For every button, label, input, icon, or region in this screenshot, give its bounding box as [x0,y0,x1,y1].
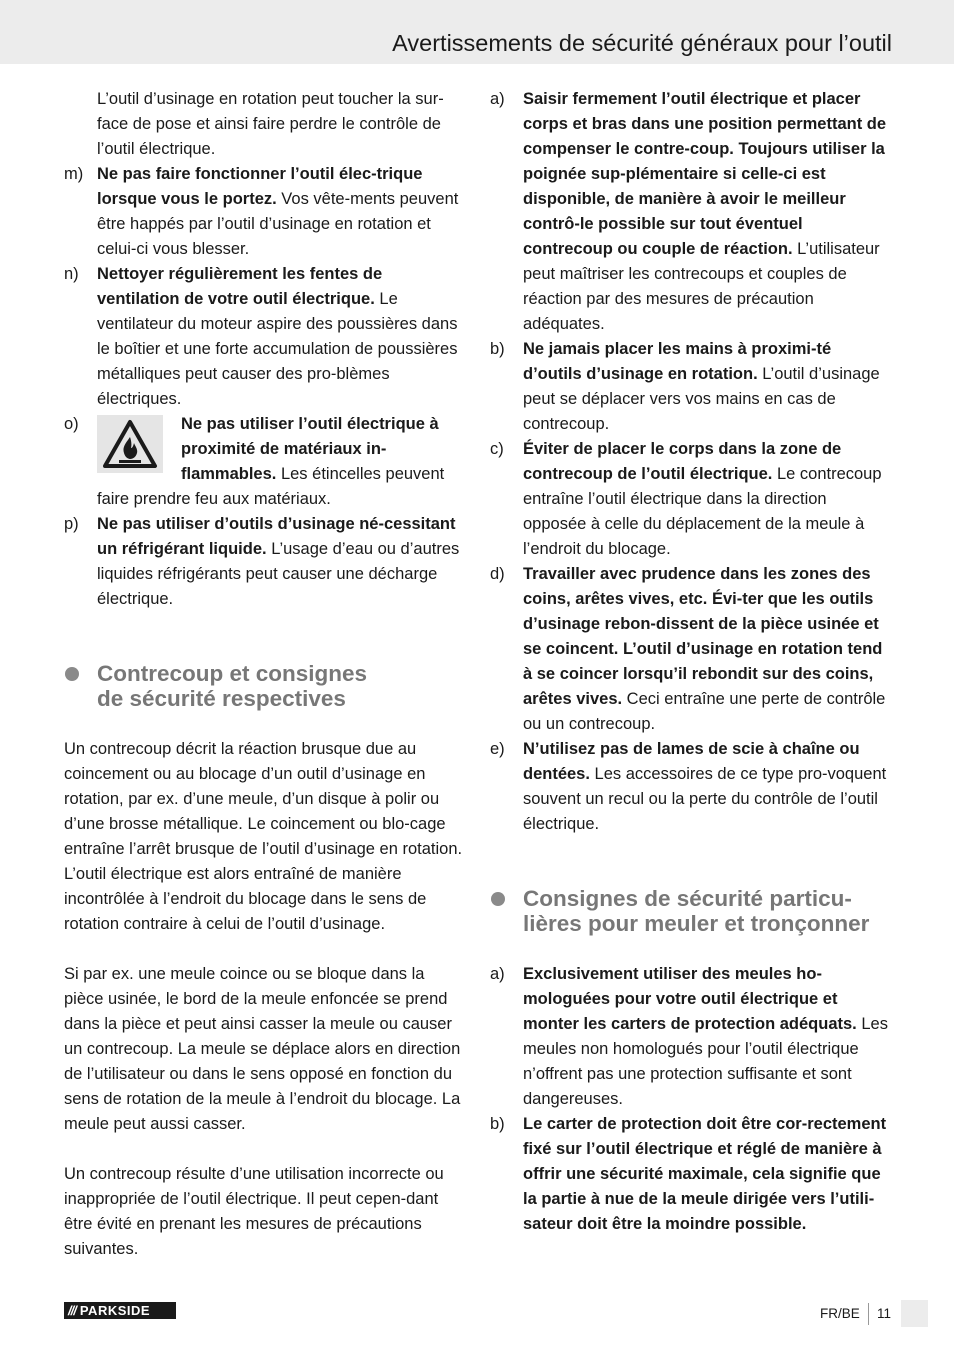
paragraph: Un contrecoup résulte d’une utilisation incorrecte ou inappropriée de l’outil électrique. Il peut cepen-dant être évité en prenant les mesures de précautions suivantes. [64,1165,444,1258]
list-item-e [490,737,892,837]
item-bold-text: Saisir fermement l’outil électrique et placer corps et bras dans une position permettant de compenser le contre-coup. Toujours utiliser la poignée sup-plémentaire si celle-ci est disponible, de manière à avoir le meilleur contrô-le possible sur tout éventuel contrecoup ou couple de réaction. [523,90,887,258]
list-item-continuation [64,87,465,162]
item-marker: m) [64,165,84,183]
item-marker: n) [64,265,79,283]
list-item-c [490,437,892,562]
bullet-icon [65,667,79,681]
list-item-b [490,337,892,437]
item-text: Les accessoires de ce type pro-voquent souvent un recul ou la perte du contrôle de l’outil électrique. [523,765,887,833]
footer-divider [868,1303,869,1325]
section-heading-grinding [490,886,892,936]
item-bold-text: N’utilisez pas de lames de scie à chaîne ou dentées. [523,740,860,783]
item-bold-text: Ne pas utiliser d’outils d’usinage né-cessitant un réfrigérant liquide. [97,515,456,558]
left-column [64,87,465,1262]
item-bold-text: Le carter de protection doit être cor-rectement fixé sur l’outil électrique et réglé de manière à offrir une sécurité maximale, cela signifie que la partie à nue de la meule dirigée vers l’utili-sateur doit être la moindre possible. [523,1115,887,1233]
section-heading-text: Consignes de sécurité particu-lières pour meuler et tronçonner [523,886,870,936]
item-marker: o) [64,415,79,433]
item-text: L’utilisateur peut maîtriser les contrecoups et couples de réaction par des mesures de précaution adéquates. [523,240,880,333]
item-bold-text: Exclusivement utiliser des meules ho-mologuées pour votre outil électrique et monter les carters de protection adéquats. [523,965,857,1033]
footer-tab [901,1300,928,1327]
item-text: Le ventilateur du moteur aspire des poussières dans le boîtier et une forte accumulation de poussières métalliques peut causer des pro-blèmes électriques. [97,290,458,408]
list-item-n [64,262,465,412]
item-text: L’outil d’usinage peut se déplacer vers vos mains en cas de contrecoup. [523,365,880,433]
item-text: Les meules non homologués pour l’outil électrique n’offrent pas une protection suffisante et sont dangereuses. [523,1015,888,1108]
item-marker: b) [490,1115,505,1133]
item-text: L’usage d’eau ou d’autres liquides réfrigérants peut causer une décharge électrique. [97,540,460,608]
page-header [0,0,954,64]
item-marker: d) [490,565,505,583]
item-bold-text: Éviter de placer le corps dans la zone de contrecoup de l’outil électrique. [523,440,842,483]
bullet-icon [491,892,505,906]
page-number: 11 [877,1306,892,1321]
list-item-b [490,1112,892,1237]
item-text: Les étincelles peuvent faire prendre feu aux matériaux. [97,465,445,508]
item-bold-text: Ne pas faire fonctionner l’outil élec-trique lorsque vous le portez. [97,165,423,208]
flammable-warning-icon [97,415,163,473]
section-heading-text: Contrecoup et consignes de sécurité respectives [97,661,368,711]
item-bold-text: Nettoyer régulièrement les fentes de ventilation de votre outil électrique. [97,265,383,308]
list-item-a [490,962,892,1112]
list-item-m [64,162,465,262]
item-marker: a) [490,965,505,983]
item-marker: p) [64,515,79,533]
item-bold-text: Ne jamais placer les mains à proximi-té d’outils d’usinage en rotation. [523,340,832,383]
item-text: Vos vête-ments peuvent être happés par l’outil d’usinage en rotation et celui-ci vous blesser. [97,190,459,258]
item-text: Le contrecoup entraîne l’outil électrique dans la direction opposée à celle du déplacement de la meule à l’endroit du blocage. [523,465,882,558]
language-code: FR/BE [820,1306,860,1321]
list-item-a [490,87,892,337]
header-title: Avertissements de sécurité généraux pour l’outil [392,30,892,56]
logo-text: PARKSIDE [79,1303,151,1318]
paragraph: Un contrecoup décrit la réaction brusque due au coincement ou au blocage d’un outil d’usinage en rotation, par ex. d’une meule, d’un disque à polir ou d’une brosse métallique. Le coincement ou blo-cage entraîne l’arrêt brusque de l’outil d’usinage en rotation. L’outil électrique est alors entraîné de manière incontrôlée à l’endroit du blocage dans le sens de rotation contraire à celui de l’outil d’usinage. [64,740,463,933]
parkside-logo [64,1302,176,1319]
right-column [490,87,892,1237]
item-text: Ceci entraîne une perte de contrôle ou un contrecoup. [523,690,886,733]
item-marker: a) [490,90,505,108]
paragraph: Si par ex. une meule coince ou se bloque dans la pièce usinée, le bord de la meule enfoncée se prend dans la pièce et peut ainsi casser la meule ou causer un contrecoup. La meule se déplace alors en direction de l’utilisateur ou dans le sens opposé en fonction du sens de rotation de la meule à l’endroit du blocage. La meule peut aussi casser. [64,965,461,1133]
logo-slashes: /// [68,1303,76,1318]
item-bold-text: Ne pas utiliser l’outil électrique à proximité de matériaux in-flammables. [181,415,439,483]
item-bold-text: Travailler avec prudence dans les zones des coins, arêtes vives, etc. Évi-ter que les outils d’usinage rebon-dissent de la pièce usinée et se coincent. L’outil d’usinage en rotation tend à se coincer lorsqu’il rebondit sur des coins, arêtes vives. [523,565,883,708]
item-marker: b) [490,340,505,358]
list-item-d [490,562,892,737]
item-text: L’outil d’usinage en rotation peut toucher la sur-face de pose et ainsi faire perdre le contrôle de l’outil électrique. [97,90,444,158]
item-marker: e) [490,740,505,758]
list-item-o [64,412,465,512]
item-marker: c) [490,440,504,458]
section-heading-kickback [64,661,465,711]
list-item-p [64,512,465,612]
